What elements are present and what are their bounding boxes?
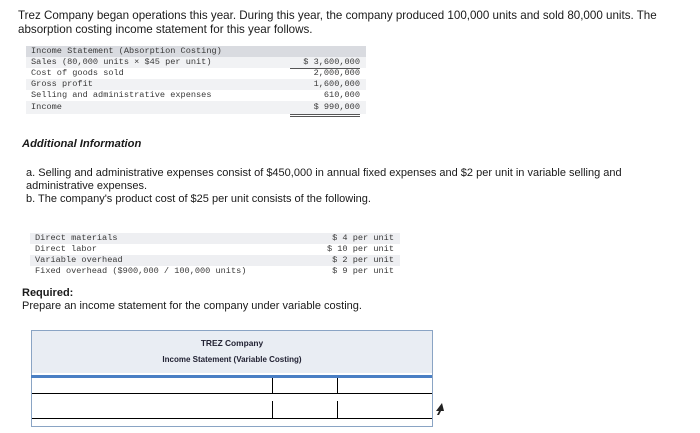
row-value: $ 10 per unit bbox=[326, 244, 394, 254]
table-row bbox=[26, 79, 366, 90]
selected-row-highlight bbox=[31, 375, 432, 378]
row-label: Fixed overhead ($900,000 / 100,000 units) bbox=[35, 266, 247, 276]
row-value: $ 9 per unit bbox=[332, 266, 394, 276]
row-label: Selling and administrative expenses bbox=[31, 90, 212, 100]
row-value: 610,000 bbox=[290, 90, 360, 102]
additional-info-list bbox=[26, 167, 676, 206]
required-heading: Required: bbox=[22, 287, 74, 299]
row-label: Variable overhead bbox=[35, 255, 123, 265]
problem-intro: Trez Company began operations this year. During this year, the company produced 100,000 units and sold 80,000 units. The absorption costing income statement for this year follows. bbox=[18, 9, 657, 36]
product-cost-table bbox=[30, 233, 400, 277]
table-row bbox=[30, 255, 400, 266]
row-label: Direct labor bbox=[35, 244, 97, 254]
mouse-cursor-icon bbox=[434, 402, 446, 416]
answer-row[interactable] bbox=[32, 376, 432, 393]
row-total-input[interactable] bbox=[337, 376, 432, 393]
table-row bbox=[26, 57, 366, 68]
row-label: Direct materials bbox=[35, 233, 118, 243]
answer-row[interactable] bbox=[32, 401, 432, 418]
absorption-header: Income Statement (Absorption Costing) bbox=[26, 46, 366, 57]
item-prefix: b. bbox=[26, 193, 36, 205]
company-name: TREZ Company bbox=[200, 338, 264, 348]
row-value: $ 4 per unit bbox=[332, 233, 394, 243]
absorption-income-statement bbox=[26, 46, 366, 114]
table-row bbox=[26, 68, 366, 79]
row-amount-input[interactable] bbox=[272, 401, 338, 418]
row-label-input[interactable] bbox=[32, 376, 272, 393]
additional-info-heading: Additional Information bbox=[22, 138, 142, 150]
row-divider bbox=[32, 418, 432, 419]
required-section bbox=[22, 287, 362, 313]
row-label: Income bbox=[31, 102, 62, 112]
row-value: 2,000,000 bbox=[290, 68, 360, 80]
required-text: Prepare an income statement for the company under variable costing. bbox=[22, 300, 362, 312]
table-row bbox=[30, 244, 400, 255]
row-amount-input[interactable] bbox=[272, 376, 338, 393]
row-divider bbox=[32, 393, 432, 394]
item-text: The company's product cost of $25 per unit consists of the following. bbox=[38, 193, 371, 205]
table-row bbox=[30, 233, 400, 244]
row-value: $ 2 per unit bbox=[332, 255, 394, 265]
table-row bbox=[26, 101, 366, 114]
item-text: Selling and administrative expenses consist of $450,000 in annual fixed expenses and $2 per unit in variable selling and administrative expenses. bbox=[26, 167, 622, 192]
list-item bbox=[26, 167, 676, 193]
row-label: Gross profit bbox=[31, 79, 93, 89]
row-label: Cost of goods sold bbox=[31, 68, 124, 78]
answer-table-header bbox=[32, 331, 432, 373]
table-row bbox=[30, 266, 400, 277]
table-row bbox=[26, 90, 366, 101]
row-label: Sales (80,000 units × $45 per unit) bbox=[31, 57, 212, 67]
answer-table bbox=[31, 330, 433, 427]
row-value: 1,600,000 bbox=[313, 79, 360, 89]
row-value: $ 990,000 bbox=[290, 101, 360, 117]
row-label-input[interactable] bbox=[32, 401, 272, 418]
row-value: $ 3,600,000 bbox=[290, 57, 360, 69]
statement-title: Income Statement (Variable Costing) bbox=[162, 355, 302, 364]
item-prefix: a. bbox=[26, 167, 36, 179]
list-item bbox=[26, 193, 676, 206]
row-total-input[interactable] bbox=[337, 401, 432, 418]
